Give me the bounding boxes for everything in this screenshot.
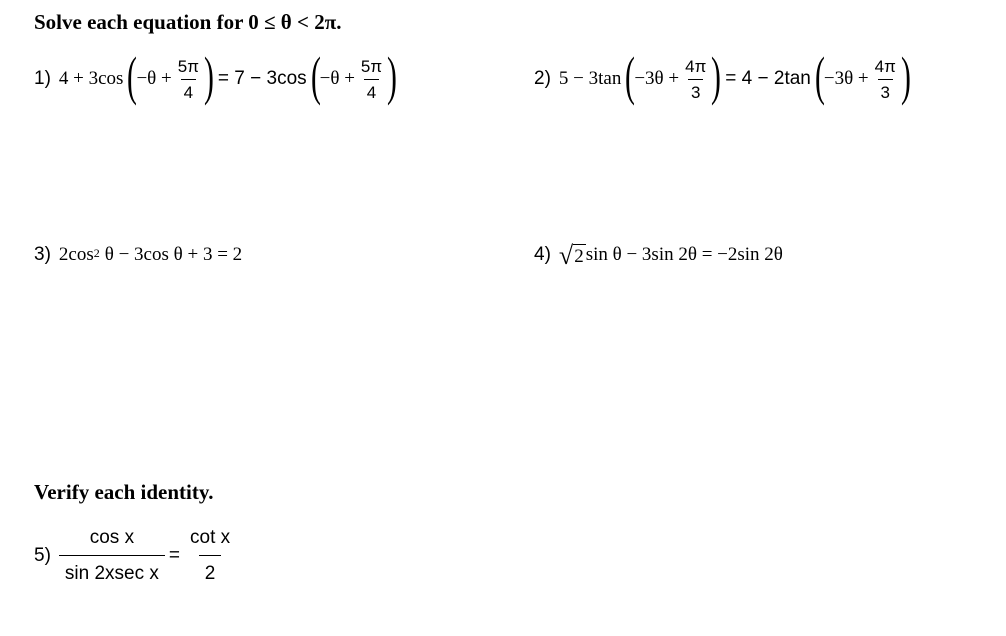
right-paren: ) bbox=[203, 46, 214, 106]
fraction-denominator: 3 bbox=[688, 79, 703, 101]
lhs-prefix: 4 + 3cos bbox=[58, 68, 124, 89]
middle-expr: = 4 − 2tan bbox=[725, 68, 811, 89]
rhs-fraction bbox=[184, 528, 236, 583]
lhs-prefix: 5 − 3tan bbox=[558, 68, 622, 89]
lhs-denominator: sin 2xsec x bbox=[59, 555, 165, 583]
equals-sign: = bbox=[168, 544, 180, 566]
left-paren: ( bbox=[310, 46, 321, 106]
rhs-numerator: cot x bbox=[190, 527, 231, 548]
problem-4 bbox=[534, 242, 783, 268]
radical-sign: √ bbox=[558, 241, 574, 270]
inner-expr: −θ + bbox=[319, 68, 355, 89]
lhs-fraction bbox=[59, 528, 165, 583]
fraction-denominator: 4 bbox=[181, 79, 196, 101]
middle-expr: = 7 − 3cos bbox=[217, 68, 307, 89]
left-paren: ( bbox=[625, 46, 636, 106]
problem-number: 2) bbox=[534, 68, 551, 89]
inner-expr: −θ + bbox=[136, 68, 172, 89]
exponent: 2 bbox=[93, 245, 100, 260]
problem-number: 5) bbox=[34, 544, 51, 566]
left-paren: ( bbox=[127, 46, 138, 106]
verify-heading: Verify each identity. bbox=[34, 480, 214, 504]
fraction bbox=[872, 58, 899, 101]
radicand: 2 bbox=[574, 246, 584, 267]
fraction-denominator: 4 bbox=[364, 79, 379, 101]
left-paren: ( bbox=[814, 46, 825, 106]
fraction-numerator: 5π bbox=[177, 56, 199, 76]
square-root bbox=[559, 242, 586, 268]
inner-expr: −3θ + bbox=[634, 68, 680, 89]
problem-number: 1) bbox=[34, 68, 51, 89]
problem-2 bbox=[534, 46, 911, 106]
problem-number: 4) bbox=[534, 244, 551, 265]
lhs-numerator: cos x bbox=[89, 527, 135, 548]
right-paren: ) bbox=[387, 46, 398, 106]
expr-part-a: 2cos bbox=[58, 244, 94, 265]
fraction bbox=[175, 58, 202, 101]
solve-heading: Solve each equation for 0 ≤ θ < 2π. bbox=[34, 10, 342, 34]
right-paren: ) bbox=[900, 46, 911, 106]
fraction bbox=[682, 58, 709, 101]
rhs-denominator: 2 bbox=[199, 555, 222, 583]
expr-part-b: θ − 3cos θ + 3 = 2 bbox=[104, 244, 243, 265]
problem-3 bbox=[34, 244, 242, 266]
fraction bbox=[358, 58, 385, 101]
problem-1 bbox=[34, 46, 398, 106]
fraction-numerator: 4π bbox=[874, 56, 896, 76]
expr-rest: sin θ − 3sin 2θ = −2sin 2θ bbox=[585, 244, 783, 265]
right-paren: ) bbox=[711, 46, 722, 106]
fraction-denominator: 3 bbox=[878, 79, 893, 101]
problem-number: 3) bbox=[34, 244, 51, 265]
fraction-numerator: 5π bbox=[360, 56, 383, 76]
problem-5 bbox=[34, 528, 236, 583]
inner-expr: −3θ + bbox=[823, 68, 869, 89]
fraction-numerator: 4π bbox=[685, 56, 707, 76]
